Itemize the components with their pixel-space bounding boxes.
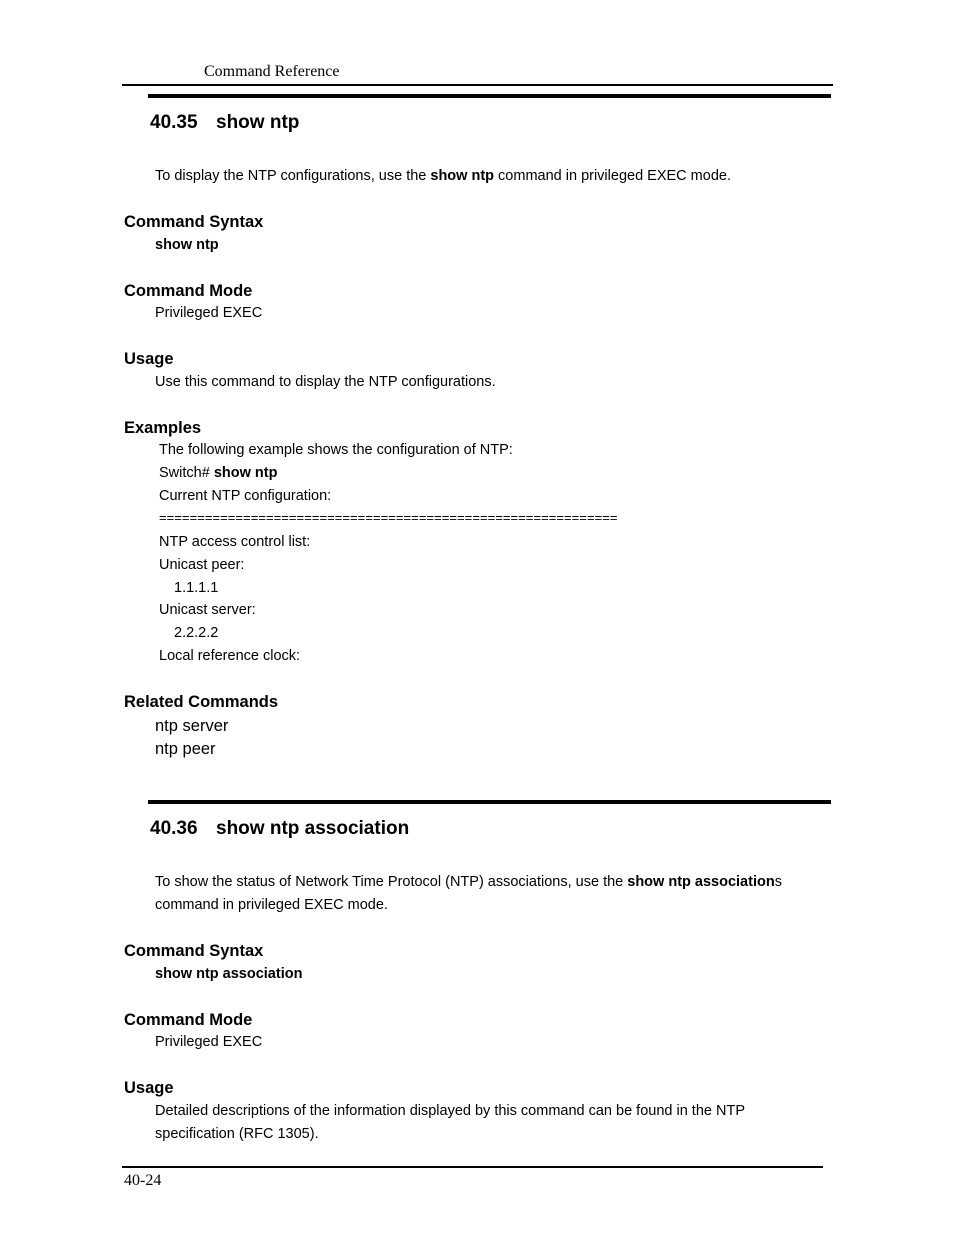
- command-mode-heading: Command Mode: [124, 282, 253, 300]
- example-prompt: Switch#: [159, 465, 214, 481]
- example-line: Unicast peer:: [159, 557, 245, 573]
- example-line: Local reference clock:: [159, 648, 301, 664]
- intro-command: show ntp: [430, 168, 495, 184]
- section-intro: [155, 873, 782, 891]
- usage-heading: Usage: [124, 350, 174, 368]
- intro-command: show ntp association: [627, 874, 775, 890]
- intro-text: To show the status of Network Time Protocol (NTP) associations, use the: [155, 874, 628, 890]
- example-line: Current NTP configuration:: [159, 488, 332, 504]
- example-prompt-line: [159, 464, 277, 482]
- example-line: NTP access control list:: [159, 534, 311, 550]
- section-rule: [148, 94, 831, 98]
- example-line: Unicast server:: [159, 602, 256, 618]
- section-rule: [148, 800, 831, 804]
- footer-rule: [122, 1166, 823, 1168]
- section-number: 40.36: [150, 818, 198, 839]
- example-line: 2.2.2.2: [174, 625, 219, 641]
- command-mode-heading: Command Mode: [124, 1011, 253, 1029]
- usage-text: Detailed descriptions of the information displayed by this command can be found in the NTP: [155, 1103, 745, 1119]
- section-intro: [155, 167, 731, 185]
- example-separator: ============================================================: [159, 510, 618, 525]
- section-intro-line2: command in privileged EXEC mode.: [155, 897, 388, 913]
- section-title: [150, 112, 299, 134]
- running-header: Command Reference: [204, 63, 340, 80]
- header-rule: [122, 84, 833, 86]
- page-number: 40-24: [124, 1172, 162, 1189]
- section-title: [150, 818, 409, 840]
- example-intro: The following example shows the configuration of NTP:: [159, 442, 513, 458]
- usage-heading: Usage: [124, 1079, 174, 1097]
- section-number: 40.35: [150, 112, 198, 133]
- command-syntax: show ntp association: [155, 966, 303, 982]
- command-syntax-heading: Command Syntax: [124, 213, 264, 231]
- command-syntax-heading: Command Syntax: [124, 942, 264, 960]
- example-line: 1.1.1.1: [174, 580, 219, 596]
- usage-text: Use this command to display the NTP configurations.: [155, 374, 496, 390]
- intro-text: To display the NTP configurations, use the: [155, 168, 431, 184]
- command-mode: Privileged EXEC: [155, 305, 263, 321]
- related-command: ntp server: [155, 717, 229, 735]
- usage-text-line2: specification (RFC 1305).: [155, 1126, 319, 1142]
- examples-heading: Examples: [124, 419, 202, 437]
- related-command: ntp peer: [155, 740, 216, 758]
- intro-text-end: command in privileged EXEC mode.: [494, 168, 731, 184]
- command-syntax: show ntp: [155, 237, 219, 253]
- section-name: show ntp: [216, 112, 300, 133]
- section-name: show ntp association: [216, 818, 410, 839]
- example-command: show ntp: [213, 465, 278, 481]
- intro-text-end: s: [774, 874, 782, 890]
- command-mode: Privileged EXEC: [155, 1034, 263, 1050]
- related-commands-heading: Related Commands: [124, 693, 279, 711]
